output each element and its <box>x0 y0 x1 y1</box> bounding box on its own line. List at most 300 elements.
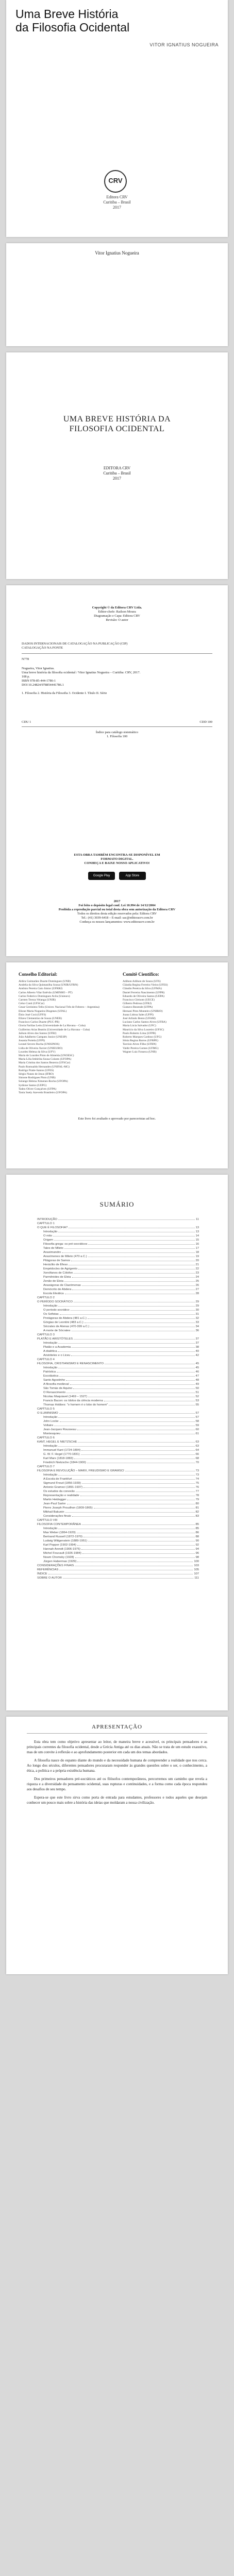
toc-entry-label: Mikhail Bakunin <box>43 1511 64 1514</box>
table-of-contents-page <box>6 1175 228 1710</box>
toc-entry[interactable] <box>37 1266 199 1270</box>
council-member: Carmen Tereza Velanga (UNIR) <box>19 998 56 1002</box>
toc-entry-page: 73 <box>195 1473 199 1477</box>
index-title: Índice para catálogo sistemático <box>95 731 139 734</box>
council-note: Este livro foi avaliado e aprovado por pareceristas ad hoc. <box>78 1117 156 1121</box>
council-member: Elione Maria Nogueira Diogenes (UFAL) <box>19 1009 67 1013</box>
toc-entry-page: 76 <box>195 1486 199 1489</box>
copyright-line: Diagramação e Capa: Editora CRV <box>94 614 140 618</box>
toc-entry-label: Thomas Hobbes: "o homem é o lobo do homem" <box>43 1403 108 1406</box>
toc-entry-label: CAPÍTULO 4 <box>37 1358 55 1361</box>
toc-leader-dots <box>83 1487 195 1488</box>
toc-entry[interactable] <box>37 1402 199 1406</box>
toc-entry-label: Nicolau Maquiavel (1469 – 1527) <box>43 1395 88 1398</box>
toc-entry-label: Introdução <box>43 1473 58 1477</box>
toc-entry[interactable] <box>37 1250 199 1254</box>
council-member: Hernani Pires Monteiro (UNIRIO) <box>123 1009 163 1013</box>
council-right-title: Comitê Científico: <box>123 972 159 977</box>
title-page-title <box>6 414 228 434</box>
toc-entry-label: Heráclito de Éfeso <box>43 1263 68 1266</box>
toc-entry-page: 85 <box>195 1527 199 1530</box>
legal-line: Foi feito o depósito legal conf. Lei 10.994 de 14/12/2004 <box>78 904 156 907</box>
toc-entry-label: Introdução <box>43 1527 58 1530</box>
toc-entry-page: 58 <box>195 1420 199 1423</box>
toc-entry-page: 31 <box>195 1313 199 1316</box>
toc-entry[interactable] <box>37 1299 199 1303</box>
toc-entry-label: A filosofia medieval <box>43 1383 69 1386</box>
toc-entry-page: 63 <box>195 1440 199 1444</box>
copyright-line: Copyright © da Editora CRV Ltda. <box>92 606 142 609</box>
toc-entry-label: O QUE É FILOSOFIA? <box>37 1226 68 1229</box>
toc-leader-dots <box>71 1310 195 1311</box>
toc-entry-page: 86 <box>195 1531 199 1534</box>
toc-entry-page: 30 <box>195 1309 199 1312</box>
council-member: Cesar Gerónimo Tello (Univer. Nacional Três de Febrero – Argentina) <box>19 1006 99 1009</box>
cip-subtitle: CATALOGAÇÃO NA FONTE <box>22 646 63 650</box>
toc-entry[interactable] <box>37 1394 199 1398</box>
cdu-code: CDU 1 <box>22 720 31 724</box>
toc-entry-page: 36 <box>195 1329 199 1332</box>
toc-entry[interactable] <box>37 1308 199 1312</box>
toc-entry-label: Demócrito de Abdera <box>43 1288 72 1291</box>
toc-entry[interactable] <box>37 1543 199 1547</box>
toc-leader-dots <box>58 1475 194 1476</box>
publisher-logo-icon <box>104 170 127 193</box>
toc-entry[interactable] <box>37 1238 199 1242</box>
toc-entry[interactable] <box>37 1365 199 1369</box>
title-page <box>6 352 228 579</box>
toc-entry-label: O Renascimento <box>43 1391 66 1394</box>
toc-entry-label: Karl Popper (1902-1994) <box>43 1544 76 1547</box>
toc-entry-label: Karl Marx (1818-1883) <box>43 1457 73 1460</box>
council-member: Eduardo de Oliveira Santos (UEPA) <box>123 994 164 998</box>
toc-entry[interactable] <box>37 1357 199 1361</box>
council-member: João Adalberto Campato Junior (UNESP) <box>19 1036 67 1039</box>
toc-entry[interactable] <box>37 1419 199 1423</box>
toc-entry-page: 73 <box>195 1469 199 1472</box>
toc-entry-page: 49 <box>195 1383 199 1386</box>
toc-entry-label: Empédocles de Agrigento <box>43 1267 78 1270</box>
toc-entry-page: 20 <box>195 1259 199 1262</box>
toc-entry-label: CAPÍTULO VIII <box>37 1519 58 1522</box>
toc-entry-label: A Escola de Frankfurt <box>43 1478 72 1481</box>
toc-entry-page: 23 <box>195 1272 199 1275</box>
toc-entry[interactable] <box>37 1303 199 1308</box>
toc-entry[interactable] <box>37 1229 199 1233</box>
toc-entry[interactable] <box>37 1444 199 1448</box>
toc-leader-dots <box>58 1351 194 1352</box>
toc-entry[interactable] <box>37 1563 199 1567</box>
toc-entry-label: Zenão de Eleia <box>43 1280 63 1283</box>
toc-entry-label: Aristóteles e o Liceu <box>43 1354 71 1357</box>
digital-edition-note <box>22 853 212 866</box>
toc-entry-label: John Locke <box>43 1420 59 1423</box>
toc-entry-label: Sigmund Freud (1856-1939) <box>43 1482 81 1485</box>
toc-entry[interactable] <box>37 1472 199 1477</box>
title-line1: UMA BREVE HISTÓRIA DA <box>63 415 171 423</box>
toc-entry[interactable] <box>37 1514 199 1518</box>
toc-entry-label: São Tomás de Aquino <box>43 1387 73 1390</box>
legal-notes <box>22 900 212 924</box>
toc-entry-label: Sócrates de Atenas (470-399 a.C.) <box>43 1325 90 1328</box>
toc-entry[interactable] <box>37 1464 199 1468</box>
toc-leader-dots <box>58 1343 194 1344</box>
copyright-credits <box>22 606 212 622</box>
presentation-page <box>6 1717 228 1974</box>
toc-leader-dots <box>54 1240 195 1241</box>
toc-entry-page: 27 <box>195 1288 199 1291</box>
tp-publisher-city: Curitiba – Brasil <box>103 471 131 476</box>
toc-entry[interactable] <box>37 1547 199 1551</box>
legal-line: Conheça os nossos lançamentos: www.editoracrv.com.br <box>79 920 155 924</box>
council-member: Celso Conti (UFSCar) <box>19 1002 45 1006</box>
council-member: Gustavo Rezende (UFPA) <box>123 1006 153 1009</box>
toc-entry-label: G. W. F. Hegel (1770-1831) <box>43 1453 80 1456</box>
toc-entry-label: CAPÍTULO 6 <box>37 1436 55 1439</box>
toc-entry[interactable] <box>37 1374 199 1378</box>
toc-entry-page: 85 <box>195 1523 199 1526</box>
toc-entry-page: 13 <box>195 1226 199 1229</box>
toc-entry-page: 33 <box>195 1321 199 1324</box>
toc-leader-dots <box>66 1380 194 1381</box>
toc-entry[interactable] <box>37 1324 199 1328</box>
toc-entry[interactable] <box>37 1460 199 1464</box>
editorial-council-page <box>6 962 228 1168</box>
toc-entry[interactable] <box>37 1567 199 1571</box>
toc-entry-page: 40 <box>195 1350 199 1353</box>
digital-line: ESTA OBRA TAMBÉM ENCONTRA-SE DISPONÍVEL EM <box>74 853 160 857</box>
toc-leader-dots <box>73 1479 194 1480</box>
toc-leader-dots <box>78 1442 194 1443</box>
toc-entry-page: 34 <box>195 1325 199 1328</box>
cover-publisher-name: Editora CRV <box>106 195 128 199</box>
toc-entry-label: Voltaire <box>43 1424 54 1427</box>
toc-entry[interactable] <box>37 1320 199 1324</box>
toc-entry[interactable] <box>37 1279 199 1283</box>
cover-publisher <box>6 195 228 210</box>
toc-entry-page: 77 <box>195 1490 199 1493</box>
toc-entry-label: Os estudos da conexão <box>43 1490 75 1493</box>
toc-leader-dots <box>58 1306 194 1307</box>
toc-entry[interactable] <box>37 1411 199 1415</box>
toc-entry[interactable] <box>37 1225 199 1229</box>
toc-leader-dots <box>72 1347 194 1348</box>
toc-entry[interactable] <box>37 1270 199 1275</box>
toc-entry[interactable] <box>37 1435 199 1439</box>
tp-publisher-year: 2017 <box>113 476 121 481</box>
toc-entry[interactable] <box>37 1431 199 1435</box>
toc-entry[interactable] <box>37 1221 199 1225</box>
toc-entry[interactable] <box>37 1287 199 1291</box>
toc-leader-dots <box>64 1248 195 1249</box>
toc-entry[interactable] <box>37 1452 199 1456</box>
toc-entry-page: 32 <box>195 1317 199 1320</box>
toc-leader-dots <box>82 1553 195 1554</box>
toc-entry[interactable] <box>37 1262 199 1266</box>
council-member: Francisco Gleisom (UECE) <box>123 998 155 1002</box>
toc-entry[interactable] <box>37 1390 199 1394</box>
toc-entry-page: 80 <box>195 1502 199 1505</box>
toc-entry[interactable] <box>37 1456 199 1460</box>
toc-entry[interactable] <box>37 1398 199 1402</box>
toc-entry-page: 82 <box>195 1511 199 1514</box>
toc-entry-page: 92 <box>195 1544 199 1547</box>
toc-entry[interactable] <box>37 1336 199 1341</box>
toc-entry-label: Antonio Gramsci (1891-1937) <box>43 1486 83 1489</box>
toc-entry[interactable] <box>37 1291 199 1295</box>
council-member: Sérgio Nunes de Jesus (IFRO) <box>19 1073 54 1076</box>
toc-entry[interactable] <box>37 1283 199 1287</box>
council-member: Roberto Marques Cardoso (UFG) <box>123 1036 162 1039</box>
toc-entry-page: 51 <box>195 1391 199 1394</box>
toc-entry-page: 46 <box>195 1370 199 1374</box>
toc-entry[interactable] <box>37 1345 199 1349</box>
tp-publisher-name: EDITORA CRV <box>103 466 131 470</box>
toc-entry[interactable] <box>37 1378 199 1382</box>
council-member: Solange Helena Ximenes-Rocha (UFOPA) <box>19 1080 68 1083</box>
presentation-text <box>27 1739 207 1808</box>
legal-line: Todos os direitos desta edição reservados pela: Editora CRV <box>77 912 157 916</box>
toc-entry[interactable] <box>37 1493 199 1497</box>
toc-entry[interactable] <box>37 1518 199 1522</box>
council-left-title: Conselho Editorial: <box>19 972 58 977</box>
toc-entry[interactable] <box>37 1534 199 1538</box>
toc-entry[interactable] <box>37 1427 199 1431</box>
cip-line: 108 p. <box>22 675 30 679</box>
toc-entry-label: Jürgen Habermas (1929) <box>43 1560 77 1563</box>
council-member: Aldira Guimarães Duarte Domínguez (UNB) <box>19 980 71 983</box>
toc-entry[interactable] <box>37 1448 199 1452</box>
toc-leader-dots <box>58 1417 194 1418</box>
toc-entry[interactable] <box>37 1349 199 1353</box>
toc-entry[interactable] <box>37 1353 199 1357</box>
toc-entry-label: Parmênides de Eleia <box>43 1276 71 1279</box>
toc-entry[interactable] <box>37 1341 199 1345</box>
toc-leader-dots <box>94 1508 195 1509</box>
toc-entry[interactable] <box>37 1233 199 1238</box>
toc-entry-label: O PERÍODO SOCRÁTICO <box>37 1300 73 1303</box>
toc-leader-dots <box>70 1384 195 1385</box>
toc-entry-page: 103 <box>194 1564 199 1567</box>
council-member: Tarcísio Alves Filho (UFRN) <box>123 1043 157 1046</box>
council-member: Gilberto Pedrosa (UFRJ) <box>123 1002 152 1006</box>
toc-entry[interactable] <box>37 1468 199 1472</box>
toc-entry[interactable] <box>37 1246 199 1250</box>
divider <box>22 726 212 727</box>
title-line2: FILOSOFIA OCIDENTAL <box>69 425 165 433</box>
toc-leader-dots <box>88 1318 195 1319</box>
toc-entry-page: 88 <box>195 1535 199 1538</box>
council-member: Carlos Alberto Vilar Estêvão (UMINHO – PT) <box>19 991 73 994</box>
divider <box>27 1733 207 1734</box>
toc-entry-label: CAPÍTULO 7 <box>37 1465 55 1468</box>
toc-leader-dots <box>81 1450 194 1451</box>
toc-entry-label: Representação e realidade <box>43 1494 79 1497</box>
toc-leader-dots <box>72 1516 195 1517</box>
toc-entry[interactable] <box>37 1382 199 1386</box>
toc-entry-label: Introdução <box>43 1304 58 1308</box>
toc-entry[interactable] <box>37 1575 199 1580</box>
toc-entry-label: Michel Foucault (1926-1984) <box>43 1552 81 1555</box>
toc-entry-label: Martin Heidegger <box>43 1498 66 1501</box>
toc-entry-page: 59 <box>195 1424 199 1427</box>
council-member: Francisco Carlos Duarte (PUC-PR) <box>19 1021 60 1024</box>
toc-entry-page: 57 <box>195 1416 199 1419</box>
toc-entry-page: 38 <box>195 1346 199 1349</box>
cip-title: DADOS INTERNACIONAIS DE CATALOGAÇÃO NA PUBLICAÇÃO (CIP) <box>22 642 128 646</box>
toc-entry-page: 42 <box>195 1354 199 1357</box>
toc-entry-label: A dialética <box>43 1350 57 1353</box>
cover-title <box>15 7 129 34</box>
cip-classification <box>22 720 212 724</box>
toc-entry[interactable] <box>37 1369 199 1374</box>
toc-entry-page: 37 <box>195 1337 199 1341</box>
app-store-badges <box>6 872 228 880</box>
toc-entry-label: CAPÍTULO 2 <box>37 1296 55 1299</box>
toc-entry-page: 74 <box>195 1478 199 1481</box>
toc-leader-dots <box>81 1549 195 1550</box>
app-store-badge[interactable]: App Store <box>119 872 146 880</box>
presentation-paragraph: Dos primeiros pensadores pré-socráticos até os filósofos contemporâneos, percorremos um caminho que revela a riqueza e a diversidade do pensamento ocidental, suas rupturas e continuidades, e a forma como cada época respondeu aos desafios de seu tempo. <box>27 1777 207 1791</box>
toc-entry-page: 28 <box>195 1292 199 1295</box>
toc-entry[interactable] <box>37 1510 199 1514</box>
toc-entry-page: 13 <box>195 1230 199 1233</box>
toc-leader-dots <box>64 1281 195 1282</box>
toc-entry-page: 26 <box>195 1284 199 1287</box>
toc-leader-dots <box>71 1355 194 1356</box>
toc-entry-label: Pierre Joseph Proudhon (1809-1865) <box>43 1506 93 1510</box>
toc-entry[interactable] <box>37 1505 199 1510</box>
toc-leader-dots <box>82 1483 195 1484</box>
toc-entry[interactable] <box>37 1497 199 1501</box>
toc-entry-page: 18 <box>195 1251 199 1254</box>
toc-entry-label: Anaxágoras de Clazómenas <box>43 1284 81 1287</box>
toc-entry-page: 24 <box>195 1276 199 1279</box>
toc-entry-page: 45 <box>195 1362 199 1365</box>
council-member: Simone Rodrigues Pinto (UNB) <box>19 1076 56 1080</box>
toc-entry[interactable] <box>37 1477 199 1481</box>
toc-entry[interactable] <box>37 1423 199 1427</box>
toc-leader-dots <box>82 1524 195 1525</box>
toc-entry-label: Patrística <box>43 1370 56 1374</box>
toc-entry-page: 29 <box>195 1304 199 1308</box>
toc-entry-label: O período socrático <box>43 1309 70 1312</box>
toc-entry[interactable] <box>37 1328 199 1332</box>
toc-entry-label: Introdução <box>43 1366 58 1369</box>
toc-entry[interactable] <box>37 1501 199 1505</box>
council-member: Jailson Alves dos Santos (UFRJ) <box>19 1031 57 1035</box>
cip-record <box>22 657 212 696</box>
presentation-paragraph: Esta obra tem como objetivo apresentar ao leitor, de maneira breve e acessível, os principais pensadores e as principais correntes da filosofia ocidental, desde a Grécia Antiga até os dias atuais. Não se trata de um estudo exaustivo, mas de um convite à reflexão e ao aprofundamento posterior em cada um dos temas abordados. <box>27 1740 207 1754</box>
toc-leader-dots <box>60 1421 195 1422</box>
toc-entry-label: REFERÊNCIAS <box>37 1568 59 1571</box>
toc-entry[interactable] <box>37 1242 199 1246</box>
council-member: Lourdes Helena da Silva (UFV) <box>19 1050 56 1054</box>
toc-entry-page: 81 <box>195 1506 199 1510</box>
council-member: Rodrigo Pratte-Santos (UFES) <box>19 1069 54 1072</box>
cover-page <box>6 0 228 237</box>
toc-entry[interactable] <box>37 1332 199 1336</box>
toc-entry[interactable] <box>37 1530 199 1534</box>
toc-entry[interactable] <box>37 1217 199 1221</box>
toc-entry[interactable] <box>37 1526 199 1530</box>
council-member: Joana Lisboa Sales (UFPI) <box>123 1013 154 1016</box>
toc-entry-label: Ludwig Wittgenstein (1889-1951) <box>43 1539 88 1543</box>
toc-entry[interactable] <box>37 1415 199 1419</box>
toc-entry-page: 61 <box>195 1432 199 1435</box>
council-member: Sônia Regina Barros (UFRPE) <box>123 1039 158 1043</box>
toc-entry-label: ÍNDICE <box>37 1572 47 1575</box>
council-member: Antônio Pereira Gaio Júnior (UFRRJ) <box>19 987 63 991</box>
toc-entry-page: 53 <box>195 1399 199 1402</box>
cover-publisher-city: Curitiba – Brasil <box>103 200 131 205</box>
toc-entry-label: FILOSOFIA E REVOLUÇÃO – MARX, FREUDISMO E GRAMSCI <box>37 1469 124 1472</box>
cover-title-line1: Uma Breve História <box>15 7 119 21</box>
toc-entry[interactable] <box>37 1406 199 1411</box>
legal-line: 2017 <box>113 900 121 903</box>
toc-entry-page: 21 <box>195 1263 199 1266</box>
toc-entry-label: Anaximandro <box>43 1251 61 1254</box>
cip-line: Uma breve história da filosofia ocidental / Vitor Ignatius Nogueira – Curitiba: CRV, 2017. <box>22 671 141 674</box>
toc-entry[interactable] <box>37 1571 199 1575</box>
toc-entry[interactable] <box>37 1555 199 1559</box>
council-member: Elizeu Clementino de Souza (UNEB) <box>19 1017 62 1021</box>
toc-leader-dots <box>77 1545 195 1546</box>
toc-entry[interactable] <box>37 1258 199 1262</box>
spacer <box>22 687 212 691</box>
toc-entry-label: INTRODUÇÃO <box>37 1218 57 1221</box>
toc-entry[interactable] <box>37 1551 199 1555</box>
council-member: José Arlindo Bento (UFAM) <box>123 1017 156 1021</box>
toc-entry[interactable] <box>37 1316 199 1320</box>
toc-entry[interactable] <box>37 1559 199 1563</box>
toc-entry[interactable] <box>37 1312 199 1316</box>
toc-entry-label: Bertrand Russell (1872-1970) <box>43 1535 83 1538</box>
council-member: Paulo Romualdo Hernandes (UNIFAL-MG) <box>19 1065 70 1069</box>
toc-entry-page: 107 <box>194 1572 199 1575</box>
toc-entry-label: CONSIDERAÇÕES FINAIS <box>37 1564 74 1567</box>
toc-entry-page: 68 <box>195 1457 199 1460</box>
toc-entry[interactable] <box>37 1485 199 1489</box>
toc-entry-label: Platão e a Academia <box>43 1346 71 1349</box>
toc-entry-label: CAPÍTULO 5 <box>37 1408 55 1411</box>
council-member: Tania Suely Azevedo Brasileiro (UFOPA) <box>19 1091 67 1095</box>
toc-entry-page: 57 <box>195 1412 199 1415</box>
toc-entry[interactable] <box>37 1254 199 1258</box>
toc-entry-label: Tales de Mileto <box>43 1247 63 1250</box>
toc-entry[interactable] <box>37 1386 199 1390</box>
toc-entry[interactable] <box>37 1538 199 1543</box>
toc-entry[interactable] <box>37 1439 199 1444</box>
council-member: Gloria Fariñas León (Universidade de La Havana – Cuba) <box>19 1024 86 1028</box>
toc-entry[interactable] <box>37 1361 199 1365</box>
toc-entry-label: Jean-Jacques Rousseau <box>43 1428 76 1431</box>
toc-entry[interactable] <box>37 1489 199 1493</box>
toc-entry-page: 52 <box>195 1395 199 1398</box>
toc-entry-page: 48 <box>195 1379 199 1382</box>
toc-entry-label: Francis Bacon: os ídolos da ciência moderna <box>43 1399 103 1402</box>
toc-leader-dots <box>63 1578 193 1579</box>
google-play-badge[interactable]: Google Play <box>88 872 115 880</box>
toc-leader-dots <box>58 1219 195 1220</box>
toc-entry[interactable] <box>37 1481 199 1485</box>
toc-entry[interactable] <box>37 1275 199 1279</box>
toc-leader-dots <box>74 1339 194 1340</box>
toc-entry-page: 78 <box>195 1494 199 1497</box>
toc-entry-page: 79 <box>195 1498 199 1501</box>
toc-entry[interactable] <box>37 1295 199 1299</box>
toc-entry[interactable] <box>37 1522 199 1526</box>
